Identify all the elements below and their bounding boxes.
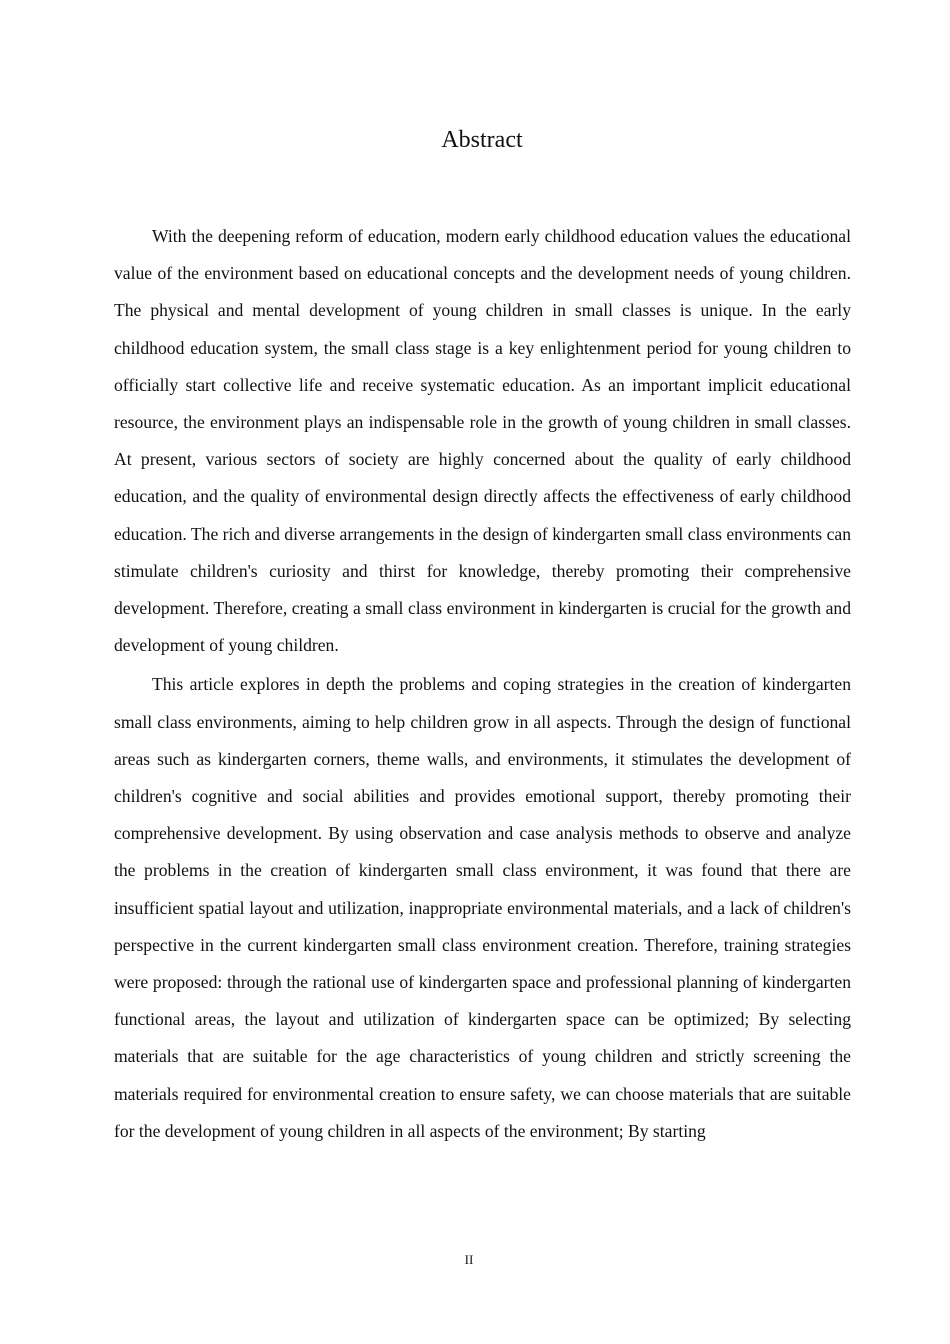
abstract-paragraph-2: This article explores in depth the problems and coping strategies in the creation of kindergarten small class environments, aiming to help children grow in all aspects. Through the design of functional areas such as kindergarten corners, theme walls, and environments, it stimulates the development of children's cognitive and social abilities and provides emotional support, thereby promoting their comprehensive development. By using observation and case analysis methods to observe and analyze the problems in the creation of kindergarten small class environment, it was found that there are insufficient spatial layout and utilization, inappropriate environmental materials, and a lack of children's perspective in the current kindergarten small class environment creation. Therefore, training strategies were proposed: through the rational use of kindergarten space and professional planning of kindergarten functional areas, the layout and utilization of kindergarten space can be optimized; By selecting materials that are suitable for the age characteristics of young children and strictly screening the materials required for environmental creation to ensure safety, we can choose materials that are suitable for the development of young children in all aspects of the environment; By starting xyxy=(114,674,851,1141)
page-number: II xyxy=(464,1252,474,1267)
abstract-body xyxy=(114,218,851,1152)
abstract-paragraph-1: With the deepening reform of education, modern early childhood education values the educational value of the environment based on educational concepts and the development needs of young children. The physical and mental development of young children in small classes is unique. In the early childhood education system, the small class stage is a key enlightenment period for young children to officially start collective life and receive systematic education. As an important implicit educational resource, the environment plays an indispensable role in the growth of young children in small classes. At present, various sectors of society are highly concerned about the quality of early childhood education, and the quality of environmental design directly affects the effectiveness of early childhood education. The rich and diverse arrangements in the design of kindergarten small class environments can stimulate children's curiosity and thirst for knowledge, thereby promoting their comprehensive development. Therefore, creating a small class environment in kindergarten is crucial for the growth and development of young children. xyxy=(114,226,851,656)
page-title: Abstract xyxy=(441,127,523,153)
